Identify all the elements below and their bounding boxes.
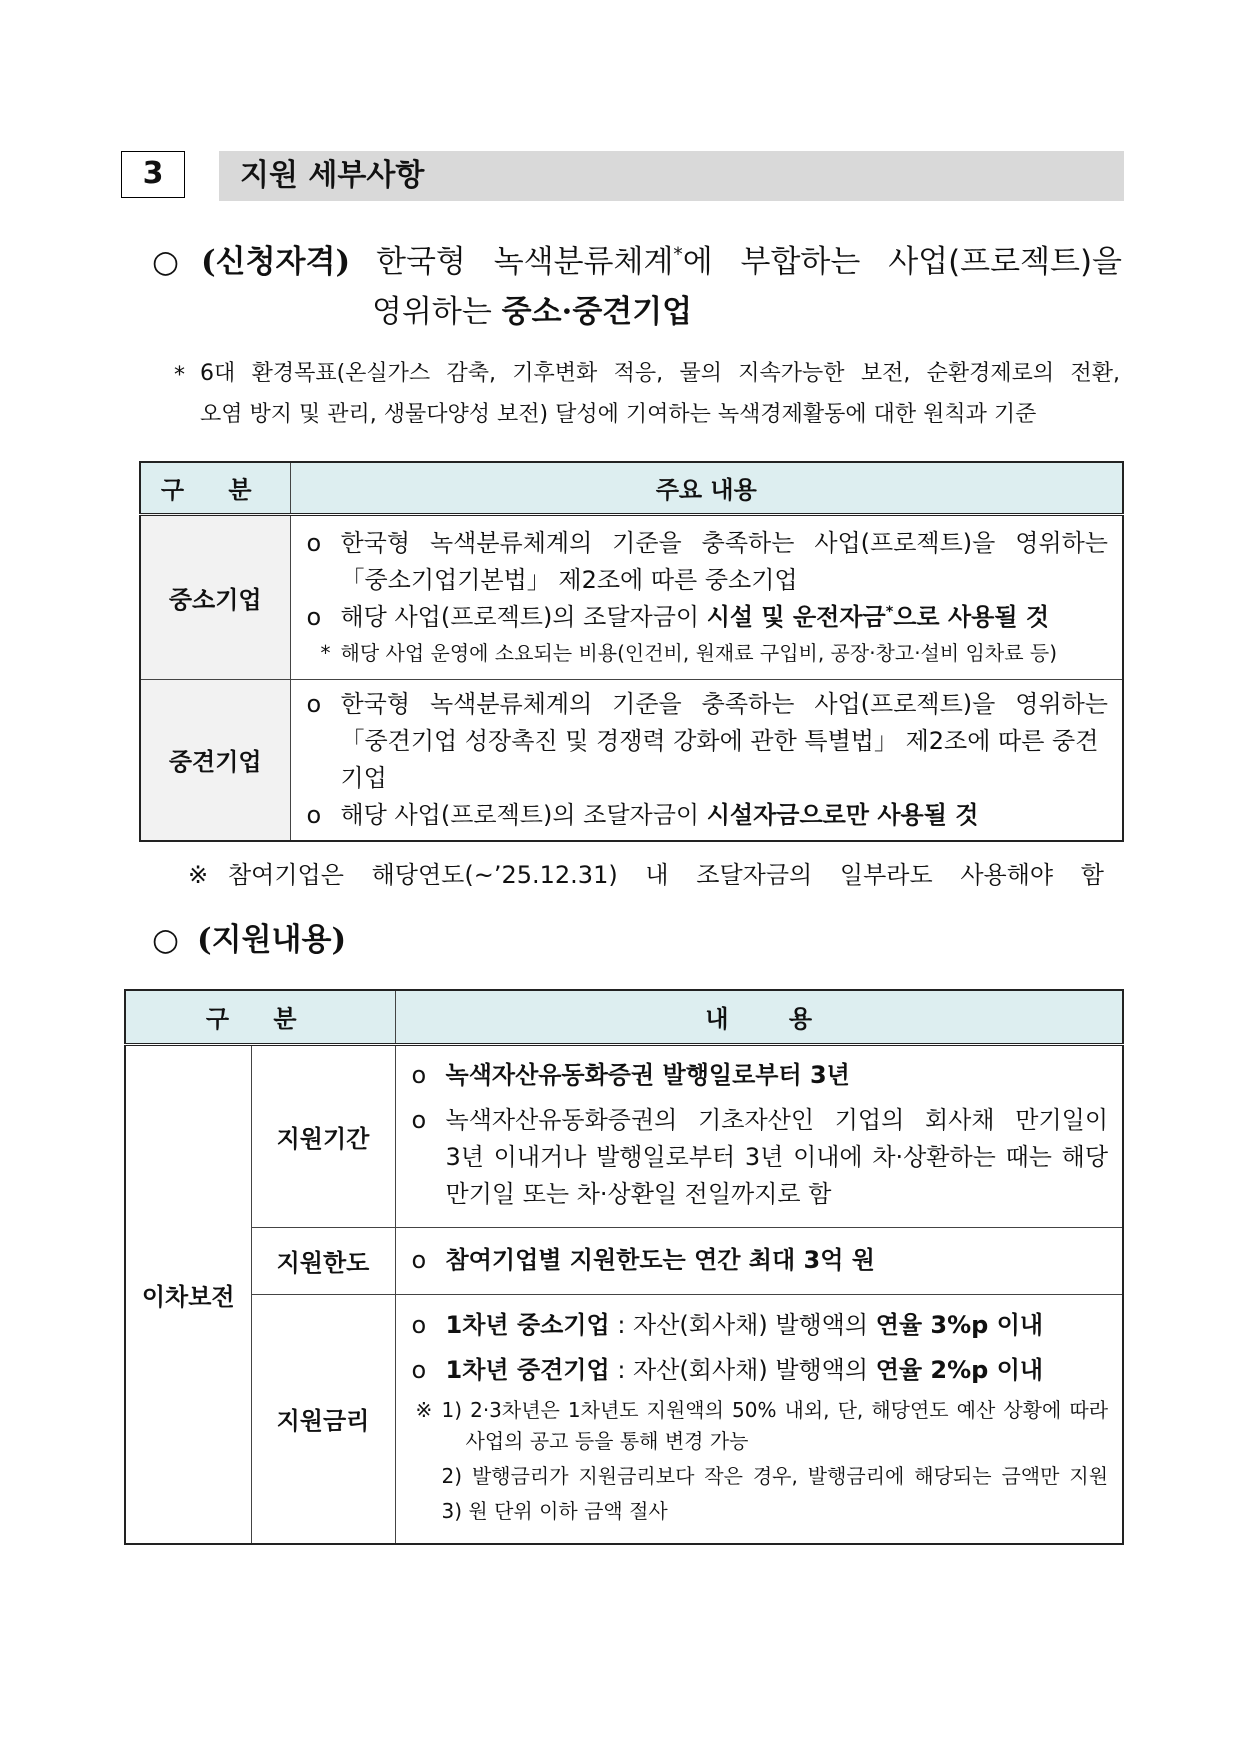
support-table: [124, 989, 1124, 1545]
table1-content-midsize: o 한국형 녹색분류체계의 기준을 충족하는 사업(프로젝트)을 영위하는 「중견기업 성장촉진 및 경쟁력 강화에 관한 특별법」 제2조에 따른 중견기업 o 해당 사업(프로젝트)의 조달자금이 시설자금으로만 사용될 것: [290, 679, 1123, 841]
table1-header-category: 구 분: [140, 462, 290, 514]
eligibility-footnote-line1: 6대 환경목표(온실가스 감축, 기후변화 적응, 물의 지속가능한 보전, 순환경제로의 전환,: [200, 361, 1120, 386]
section-title: 지원 세부사항: [240, 158, 425, 193]
table2-label-rate: 지원금리: [251, 1294, 395, 1544]
table2-header-category: 구 분: [125, 990, 395, 1044]
table1-note: 참여기업은 해당연도(~’25.12.31) 내 조달자금의 일부라도 사용해야 함: [228, 861, 1104, 889]
eligibility-footnote-line2: 오염 방지 및 관리, 생물다양성 보전) 달성에 기여하는 녹색경제활동에 대한 원칙과 기준: [200, 402, 1037, 427]
eligibility-line2: 영위하는 중소·중견기업: [372, 294, 693, 330]
table2-group-interest-subsidy: 이차보전: [125, 1044, 251, 1544]
table2-header-content: 내 용: [395, 990, 1123, 1044]
table2-label-period: 지원기간: [251, 1044, 395, 1227]
support-bullet: ○: [152, 922, 180, 958]
table2-content-period: o 녹색자산유동화증권 발행일로부터 3년 o 녹색자산유동화증권의 기초자산인 기업의 회사채 만기일이 3년 이내거나 발행일로부터 3년 이내에 차·상환하는 때는 해당 만기일 또는 차·상환일 전일까지로 함: [395, 1044, 1123, 1227]
eligibility-label: (신청자격): [201, 244, 351, 280]
table1-content-sme: o 한국형 녹색분류체계의 기준을 충족하는 사업(프로젝트)을 영위하는 「중소기업기본법」 제2조에 따른 중소기업 o 해당 사업(프로젝트)의 조달자금이 시설 및 운전자금*으로 사용될 것 * 해당 사업 운영에 소요되는 비용(인건비, 원재료 구입비, 공장·창고·설비 임차료 등): [290, 514, 1123, 679]
eligibility-text: 한국형 녹색분류체계*에 부합하는 사업(프로젝트)을: [376, 244, 1123, 280]
table1-header-content: 주요 내용: [290, 462, 1123, 514]
section-number: 3: [121, 151, 185, 198]
table1-note-mark: ※: [188, 861, 209, 889]
eligibility-footnote-mark: *: [174, 363, 185, 388]
table2-label-limit: 지원한도: [251, 1227, 395, 1294]
eligibility-bullet: ○: [152, 244, 180, 280]
table2-content-rate: o 1차년 중소기업 : 자산(회사채) 발행액의 연율 3%p 이내 o 1차년 중견기업 : 자산(회사채) 발행액의 연율 2%p 이내 ※ 1) 2·3차년은 1차년도 지원액의 50% 내외, 단, 해당연도 예산 상황에 따라 사업의 공고 등을 통해 변경 가능 2) 발행금리가 지원금리보다 작은 경우, 발행금리에 해당되는 금액만 지원 3) 원 단위 이하 금액 절사: [395, 1294, 1123, 1544]
support-label: (지원내용): [197, 922, 347, 958]
table1-category-midsize: 중견기업: [140, 679, 290, 841]
table1-category-sme: 중소기업: [140, 514, 290, 679]
eligibility-table: [139, 461, 1124, 842]
table2-content-limit: o 참여기업별 지원한도는 연간 최대 3억 원: [395, 1227, 1123, 1294]
